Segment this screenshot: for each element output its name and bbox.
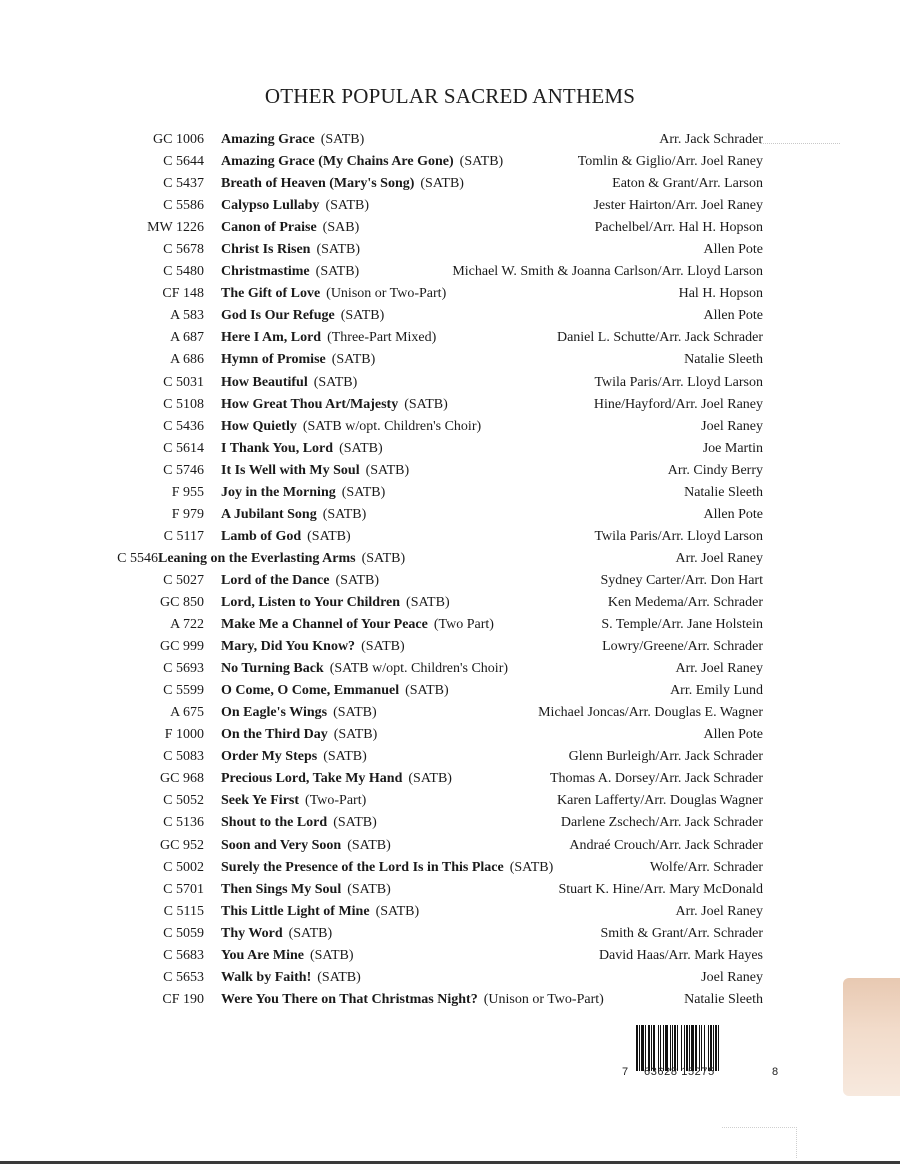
song-title: Surely the Presence of the Lord Is in This Place [221,859,504,875]
composer: Arr. Joel Raney [675,550,763,566]
anthem-title-cell [221,702,377,724]
voicing: (SATB) [361,550,406,566]
catalog-code: F 979 [171,506,204,522]
catalog-code: A 583 [170,308,204,324]
catalog-code: MW 1226 [147,220,204,236]
composer: Natalie Sleeth [684,352,763,368]
catalog-code: C 5546 [117,550,158,566]
barcode-middle-digits: 63628 15275 [644,1066,715,1078]
anthem-row [0,305,900,327]
anthem-row [0,857,900,879]
barcode-last-digit: 8 [772,1066,779,1078]
anthem-title-cell [221,614,494,636]
song-title: Lord, Listen to Your Children [221,594,401,610]
anthem-row [0,151,900,173]
anthem-row [0,945,900,967]
anthem-row [0,680,900,702]
voicing: (SATB) [331,352,376,368]
anthem-title-cell [221,923,332,945]
anthem-row [0,790,900,812]
anthem-title-cell [221,658,508,680]
anthem-title-cell [221,349,375,371]
anthem-row [0,482,900,504]
song-title: A Jubilant Song [221,506,317,522]
anthem-title-cell [221,526,351,548]
composer: Ken Medema/Arr. Schrader [607,594,763,610]
composer: Jester Hairton/Arr. Joel Raney [593,198,763,214]
song-title: Christmastime [221,264,310,280]
anthem-row [0,504,900,526]
anthem-title-cell [221,504,366,526]
song-title: How Beautiful [221,374,308,390]
composer: Karen Lafferty/Arr. Douglas Wagner [557,793,763,809]
composer: Arr. Jack Schrader [659,132,763,147]
composer: Natalie Sleeth [684,484,763,500]
composer: Wolfe/Arr. Schrader [649,859,763,875]
composer: Joe Martin [702,440,763,456]
song-title: You Are Mine [221,947,304,963]
composer: Daniel L. Schutte/Arr. Jack Schrader [556,330,763,346]
anthem-title-cell [221,151,503,173]
anthem-row [0,879,900,901]
voicing: (SATB) [459,154,504,170]
song-title: Hymn of Promise [221,352,326,368]
anthem-title-cell [221,283,446,305]
catalog-code: C 5052 [163,793,204,809]
anthem-title-cell [221,327,436,349]
anthem-row [0,724,900,746]
voicing: (SATB) [404,396,448,412]
voicing: (Two-Part) [305,793,367,809]
anthem-row [0,702,900,724]
composer: Michael W. Smith & Joanna Carlson/Arr. Lloyd Larson [452,264,763,280]
anthem-title-cell [221,570,379,592]
voicing: (SATB) [323,749,367,765]
voicing: (SATB) [375,903,420,919]
anthem-row [0,173,900,195]
song-title: Breath of Heaven (Mary's Song) [221,176,415,192]
anthem-row [0,746,900,768]
anthem-title-cell [221,239,360,261]
song-title: Thy Word [221,925,283,941]
song-title: O Come, O Come, Emmanuel [221,683,400,699]
crop-mark-bottom [722,1127,797,1158]
song-title: I Thank You, Lord [221,440,334,456]
anthem-title-cell [221,129,364,151]
catalog-code: GC 952 [160,837,204,853]
composer: Natalie Sleeth [684,991,763,1007]
anthem-row [0,217,900,239]
voicing: (SATB) [307,528,351,544]
composer: Stuart K. Hine/Arr. Mary McDonald [558,881,763,897]
anthem-row [0,570,900,592]
composer: Thomas A. Dorsey/Arr. Jack Schrader [549,771,763,787]
composer: Arr. Emily Lund [670,683,763,699]
composer: Andraé Crouch/Arr. Jack Schrader [569,837,763,853]
catalog-code: CF 190 [162,991,204,1007]
composer: Twila Paris/Arr. Lloyd Larson [594,528,763,544]
catalog-code: GC 968 [160,771,204,787]
catalog-code: C 5027 [163,572,204,588]
anthem-row [0,548,900,570]
anthem-row [0,768,900,790]
catalog-code: CF 148 [162,286,204,302]
composer: Arr. Joel Raney [675,661,763,677]
composer: Hal H. Hopson [678,286,763,302]
anthem-title-cell [158,548,405,570]
anthem-title-cell [221,636,405,658]
composer: David Haas/Arr. Mark Hayes [598,947,763,963]
anthem-title-cell [221,746,367,768]
catalog-code: C 5644 [163,154,204,170]
composer: Pachelbel/Arr. Hal H. Hopson [594,220,763,236]
anthem-title-cell [221,680,449,702]
voicing: (SATB) [347,837,391,853]
composer: Sydney Carter/Arr. Don Hart [600,572,763,588]
composer: Smith & Grant/Arr. Schrader [600,925,763,941]
anthem-title-cell [221,460,409,482]
catalog-code: C 5059 [163,925,204,941]
voicing: (SATB) [420,176,464,192]
anthem-row [0,283,900,305]
catalog-code: C 5437 [163,176,204,192]
song-title: Precious Lord, Take My Hand [221,771,403,787]
voicing: (SATB) [405,683,449,699]
voicing: (SATB) [341,484,386,500]
anthem-title-cell [221,217,359,239]
anthem-row [0,372,900,394]
voicing: (SATB) [347,881,391,897]
voicing: (SATB w/opt. Children's Choir) [329,661,509,677]
anthem-title-cell [221,195,369,217]
composer: Tomlin & Giglio/Arr. Joel Raney [577,154,763,170]
anthem-row [0,438,900,460]
voicing: (SATB) [335,572,380,588]
page-title: OTHER POPULAR SACRED ANTHEMS [264,84,636,108]
catalog-code: C 5683 [163,947,204,963]
song-title: Amazing Grace (My Chains Are Gone) [221,154,454,170]
catalog-code: GC 850 [160,594,204,610]
anthem-row [0,658,900,680]
anthem-title-cell [221,416,481,438]
song-title: Joy in the Morning [221,484,336,500]
song-title: Leaning on the Everlasting Arms [158,550,356,566]
voicing: (Unison or Two-Part) [326,286,447,302]
catalog-code: C 5083 [163,749,204,765]
song-title: Shout to the Lord [221,815,328,831]
voicing: (SATB) [339,440,383,456]
song-title: Walk by Faith! [221,969,312,985]
voicing: (Unison or Two-Part) [483,991,604,1007]
composer: Twila Paris/Arr. Lloyd Larson [594,374,763,390]
song-title: Lord of the Dance [221,572,330,588]
voicing: (SATB) [333,815,377,831]
composer: Glenn Burleigh/Arr. Jack Schrader [568,749,763,765]
voicing: (SATB) [365,462,410,478]
voicing: (SATB) [325,198,369,214]
anthem-row [0,923,900,945]
voicing: (SATB) [333,727,378,743]
song-title: Mary, Did You Know? [221,639,356,655]
song-title: How Great Thou Art/Majesty [221,396,399,412]
page-tab [843,978,900,1096]
anthem-row [0,967,900,989]
composer: Arr. Cindy Berry [667,462,763,478]
voicing: (SATB) [320,132,365,147]
anthem-row [0,636,900,658]
anthem-row [0,416,900,438]
composer: Michael Joncas/Arr. Douglas E. Wagner [538,705,763,721]
voicing: (SATB) [509,859,554,875]
song-title: Soon and Very Soon [221,837,342,853]
anthem-row [0,261,900,283]
song-title: Lamb of God [221,528,302,544]
song-title: Christ Is Risen [221,242,311,258]
voicing: (SAB) [322,220,360,236]
anthem-row [0,460,900,482]
song-title: Canon of Praise [221,220,317,236]
voicing: (SATB) [288,925,333,941]
anthem-row [0,614,900,636]
catalog-code: C 5136 [163,815,204,831]
anthem-row [0,812,900,834]
catalog-code: C 5614 [163,440,204,456]
catalog-code: C 5586 [163,198,204,214]
anthem-title-cell [221,989,604,1011]
composer: Hine/Hayford/Arr. Joel Raney [593,396,763,412]
catalog-code: C 5031 [163,374,204,390]
barcode-bars [636,1025,767,1071]
anthem-title-cell [221,261,359,283]
song-title: Here I Am, Lord [221,330,322,346]
catalog-code: A 722 [170,617,204,633]
anthem-list [0,129,900,1011]
catalog-code: C 5693 [163,661,204,677]
song-title: Seek Ye First [221,793,300,809]
voicing: (Three-Part Mixed) [327,330,437,346]
voicing: (SATB) [309,947,354,963]
song-title: Amazing Grace [221,132,315,147]
song-title: This Little Light of Mine [221,903,370,919]
voicing: (SATB) [361,639,405,655]
catalog-code: F 1000 [164,727,204,743]
voicing: (Two Part) [433,617,494,633]
song-title: How Quietly [221,418,297,434]
song-title: On Eagle's Wings [221,705,328,721]
anthem-row [0,129,900,151]
composer: Joel Raney [701,969,763,985]
anthem-title-cell [221,945,354,967]
song-title: On the Third Day [221,727,328,743]
composer: Arr. Joel Raney [675,903,763,919]
voicing: (SATB) [333,705,377,721]
anthem-title-cell [221,305,384,327]
song-title: Make Me a Channel of Your Peace [221,617,428,633]
voicing: (SATB) [313,374,358,390]
anthem-row [0,526,900,548]
catalog-code: C 5115 [163,903,204,919]
voicing: (SATB) [406,594,450,610]
anthem-row [0,989,900,1011]
catalog-code: C 5108 [163,396,204,412]
composer: Allen Pote [703,242,763,258]
composer: S. Temple/Arr. Jane Holstein [601,617,763,633]
composer: Allen Pote [703,506,763,522]
anthem-title-cell [221,790,366,812]
anthem-row [0,835,900,857]
anthem-title-cell [221,394,448,416]
catalog-code: C 5480 [163,264,204,280]
anthem-row [0,327,900,349]
catalog-code: C 5599 [163,683,204,699]
catalog-code: C 5701 [163,881,204,897]
anthem-title-cell [221,173,464,195]
catalog-code: C 5746 [163,462,204,478]
catalog-code: A 687 [170,330,204,346]
song-title: It Is Well with My Soul [221,462,360,478]
voicing: (SATB) [317,969,361,985]
barcode-first-digit: 7 [622,1066,629,1078]
anthem-title-cell [221,592,450,614]
song-title: Order My Steps [221,749,318,765]
song-title: The Gift of Love [221,286,321,302]
composer: Eaton & Grant/Arr. Larson [612,176,763,192]
composer: Darlene Zschech/Arr. Jack Schrader [560,815,763,831]
song-title: Then Sings My Soul [221,881,342,897]
catalog-code: A 686 [170,352,204,368]
voicing: (SATB) [340,308,385,324]
anthem-title-cell [221,812,377,834]
composer: Joel Raney [701,418,763,434]
barcode [622,1022,782,1082]
catalog-code: C 5436 [163,418,204,434]
voicing: (SATB w/opt. Children's Choir) [302,418,482,434]
catalog-code: C 5002 [163,859,204,875]
voicing: (SATB) [408,771,452,787]
anthem-row [0,239,900,261]
anthem-title-cell [221,482,385,504]
voicing: (SATB) [315,264,360,280]
catalog-code: GC 1006 [153,132,204,147]
song-title: God Is Our Refuge [221,308,335,324]
composer: Allen Pote [703,308,763,324]
voicing: (SATB) [322,506,367,522]
anthem-title-cell [221,857,553,879]
anthem-title-cell [221,835,391,857]
anthem-row [0,195,900,217]
catalog-code: C 5117 [163,528,204,544]
catalog-code: GC 999 [160,639,204,655]
anthem-title-cell [221,724,377,746]
voicing: (SATB) [316,242,361,258]
anthem-title-cell [221,372,357,394]
song-title: Were You There on That Christmas Night? [221,991,478,1007]
anthem-row [0,349,900,371]
composer: Lowry/Greene/Arr. Schrader [602,639,763,655]
song-title: No Turning Back [221,661,324,677]
catalog-code: A 675 [170,705,204,721]
anthem-title-cell [221,967,361,989]
composer: Allen Pote [703,727,763,743]
anthem-title-cell [221,901,419,923]
catalog-code: C 5678 [163,242,204,258]
song-title: Calypso Lullaby [221,198,320,214]
anthem-title-cell [221,438,383,460]
anthem-row [0,394,900,416]
catalog-code: F 955 [171,484,204,500]
anthem-title-cell [221,879,391,901]
catalog-code: C 5653 [163,969,204,985]
anthem-row [0,901,900,923]
anthem-title-cell [221,768,452,790]
anthem-row [0,592,900,614]
